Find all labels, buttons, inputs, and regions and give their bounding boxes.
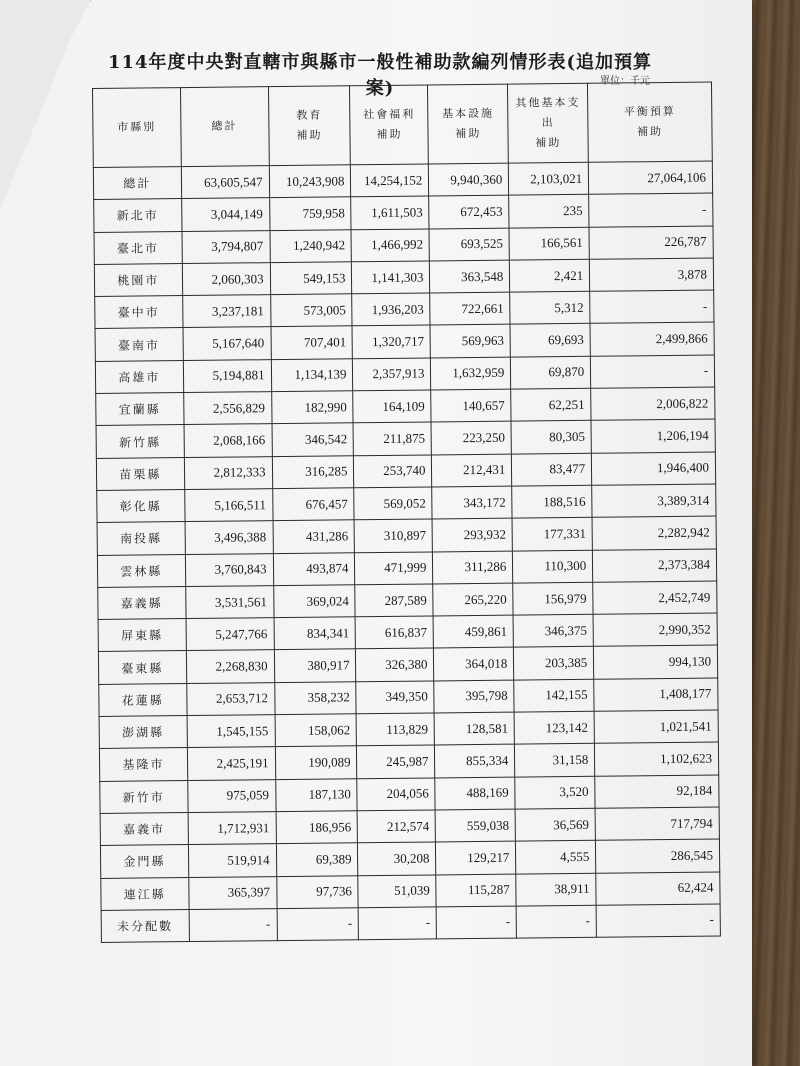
value-cell: 63,605,547: [181, 166, 269, 199]
value-cell: 2,282,942: [592, 516, 716, 550]
value-cell: 3,496,388: [185, 521, 273, 554]
value-cell: 31,158: [515, 744, 595, 777]
county-name-cell: 南投縣: [97, 522, 185, 555]
value-cell: 5,312: [510, 291, 590, 324]
value-cell: 676,457: [272, 488, 354, 521]
value-cell: 1,946,400: [592, 452, 716, 486]
value-cell: 493,874: [273, 552, 355, 585]
value-cell: 265,220: [433, 583, 513, 616]
value-cell: 203,385: [514, 647, 594, 680]
value-cell: 1,102,623: [595, 742, 719, 776]
value-cell: 69,693: [510, 324, 590, 357]
value-cell: 3,389,314: [592, 484, 716, 518]
col-header-education: 教育 補助: [268, 86, 351, 166]
county-name-cell: 新北市: [94, 199, 182, 232]
value-cell: 2,499,866: [590, 322, 714, 356]
value-cell: 3,237,181: [182, 295, 270, 328]
value-cell: 3,044,149: [181, 198, 269, 231]
value-cell: 2,268,830: [186, 650, 274, 683]
col-header-balance-budget: 平衡預算 補助: [588, 82, 713, 162]
value-cell: 2,068,166: [184, 424, 272, 457]
value-cell: 3,531,561: [185, 585, 273, 618]
value-cell: 1,712,931: [188, 812, 276, 845]
value-cell: 343,172: [432, 486, 512, 519]
value-cell: 14,254,152: [351, 164, 429, 197]
value-cell: 245,987: [357, 745, 435, 778]
value-cell: 166,561: [509, 227, 589, 260]
value-cell: 27,064,106: [589, 161, 713, 195]
value-cell: 722,661: [430, 292, 510, 325]
value-cell: 559,038: [435, 809, 515, 842]
value-cell: 311,286: [433, 551, 513, 584]
col-header-infrastructure: 基本設施 補助: [428, 84, 509, 164]
value-cell: 188,516: [512, 485, 592, 518]
value-cell: 128,581: [434, 712, 514, 745]
value-cell: 2,103,021: [509, 162, 589, 195]
value-cell: 2,653,712: [186, 682, 274, 715]
county-name-cell: 未分配數: [101, 909, 189, 942]
value-cell: 2,556,829: [183, 392, 271, 425]
value-cell: 158,062: [275, 714, 357, 747]
value-cell: 129,217: [436, 841, 516, 874]
county-name-cell: 彰化縣: [97, 490, 185, 523]
value-cell: 212,574: [358, 810, 436, 843]
value-cell: 97,736: [276, 875, 358, 908]
col-header-social-welfare: 社會福利 補助: [350, 85, 429, 165]
value-cell: 1,134,139: [271, 359, 353, 392]
value-cell: 211,875: [353, 422, 431, 455]
value-cell: 2,060,303: [182, 263, 270, 296]
value-cell: 975,059: [187, 779, 275, 812]
table-body: [93, 161, 720, 943]
value-cell: 5,167,640: [183, 327, 271, 360]
county-name-cell: 花蓮縣: [99, 683, 187, 716]
value-cell: 834,341: [274, 617, 356, 650]
value-cell: 226,787: [589, 226, 713, 260]
value-cell: 187,130: [275, 778, 357, 811]
value-cell: 707,401: [271, 326, 353, 359]
col-header-total: 總計: [180, 87, 269, 167]
value-cell: 1,611,503: [351, 196, 429, 229]
value-cell: -: [596, 904, 720, 938]
value-cell: 69,389: [276, 843, 358, 876]
county-name-cell: 屏東縣: [98, 619, 186, 652]
value-cell: -: [589, 193, 713, 227]
value-cell: 2,812,333: [184, 456, 272, 489]
value-cell: 395,798: [434, 680, 514, 713]
value-cell: 994,130: [594, 645, 718, 679]
value-cell: 3,760,843: [185, 553, 273, 586]
value-cell: 69,870: [511, 356, 591, 389]
value-cell: 759,958: [269, 197, 351, 230]
col-header-county: 市縣別: [93, 88, 181, 168]
value-cell: -: [516, 905, 596, 938]
value-cell: 346,375: [513, 614, 593, 647]
value-cell: 549,153: [270, 262, 352, 295]
value-cell: 10,243,908: [269, 165, 351, 198]
subsidy-table: [92, 82, 721, 944]
value-cell: 286,545: [596, 839, 720, 873]
value-cell: 346,542: [272, 423, 354, 456]
value-cell: 2,452,749: [593, 581, 717, 615]
value-cell: 316,285: [272, 455, 354, 488]
county-name-cell: 連江縣: [101, 877, 189, 910]
value-cell: 142,155: [514, 679, 594, 712]
value-cell: -: [591, 355, 715, 389]
value-cell: 5,166,511: [184, 489, 272, 522]
value-cell: 51,039: [358, 874, 436, 907]
value-cell: 672,453: [429, 195, 509, 228]
value-cell: 92,184: [595, 775, 719, 809]
table-row: [101, 904, 720, 943]
value-cell: 83,477: [512, 453, 592, 486]
value-cell: 110,300: [513, 550, 593, 583]
value-cell: 2,425,191: [187, 747, 275, 780]
unit-label: 單位：千元: [600, 76, 650, 87]
value-cell: 9,940,360: [429, 163, 509, 196]
value-cell: 3,878: [590, 258, 714, 292]
value-cell: 36,569: [515, 808, 595, 841]
value-cell: 182,990: [271, 391, 353, 424]
value-cell: 123,142: [514, 711, 594, 744]
value-cell: 1,466,992: [351, 229, 429, 262]
value-cell: -: [359, 907, 437, 940]
county-name-cell: 臺東縣: [98, 651, 186, 684]
value-cell: 115,287: [436, 874, 516, 907]
value-cell: 693,525: [429, 228, 509, 261]
value-cell: 369,024: [273, 585, 355, 618]
county-name-cell: 臺南市: [95, 328, 183, 361]
value-cell: 519,914: [188, 844, 276, 877]
county-name-cell: 新竹縣: [96, 425, 184, 458]
value-cell: -: [277, 908, 359, 941]
county-name-cell: 新竹市: [100, 780, 188, 813]
value-cell: -: [189, 908, 277, 941]
value-cell: 3,794,807: [182, 230, 270, 263]
value-cell: 4,555: [516, 841, 596, 874]
value-cell: -: [436, 906, 516, 939]
value-cell: 1,545,155: [187, 715, 275, 748]
value-cell: 164,109: [353, 390, 431, 423]
value-cell: 235: [509, 195, 589, 228]
county-name-cell: 總計: [93, 167, 181, 200]
value-cell: 569,963: [430, 325, 510, 358]
value-cell: 310,897: [355, 519, 433, 552]
value-cell: 156,979: [513, 582, 593, 615]
header-row: [93, 82, 713, 167]
value-cell: 30,208: [358, 842, 436, 875]
value-cell: 113,829: [357, 713, 435, 746]
value-cell: 1,936,203: [352, 293, 430, 326]
value-cell: 717,794: [595, 807, 719, 841]
value-cell: 1,632,959: [431, 357, 511, 390]
value-cell: 293,932: [432, 518, 512, 551]
county-name-cell: 澎湖縣: [99, 716, 187, 749]
county-name-cell: 嘉義縣: [98, 586, 186, 619]
value-cell: 140,657: [431, 389, 511, 422]
value-cell: 2,373,384: [593, 549, 717, 583]
county-name-cell: 基隆市: [99, 748, 187, 781]
value-cell: 363,548: [430, 260, 510, 293]
value-cell: 569,052: [354, 487, 432, 520]
value-cell: 1,408,177: [594, 678, 718, 712]
value-cell: 2,357,913: [353, 358, 431, 391]
county-name-cell: 臺北市: [94, 231, 182, 264]
county-name-cell: 臺中市: [95, 296, 183, 329]
value-cell: 1,021,541: [594, 710, 718, 744]
county-name-cell: 桃園市: [94, 263, 182, 296]
value-cell: 364,018: [434, 648, 514, 681]
value-cell: 62,251: [511, 388, 591, 421]
value-cell: 2,006,822: [591, 387, 715, 421]
value-cell: 349,350: [356, 681, 434, 714]
value-cell: -: [590, 290, 714, 324]
county-name-cell: 宜蘭縣: [96, 393, 184, 426]
value-cell: 1,206,194: [591, 419, 715, 453]
county-name-cell: 雲林縣: [97, 554, 185, 587]
value-cell: 365,397: [188, 876, 276, 909]
value-cell: 573,005: [270, 294, 352, 327]
county-name-cell: 嘉義市: [100, 812, 188, 845]
value-cell: 616,837: [356, 616, 434, 649]
value-cell: 38,911: [516, 873, 596, 906]
value-cell: 326,380: [356, 648, 434, 681]
county-name-cell: 苗栗縣: [96, 457, 184, 490]
value-cell: 177,331: [512, 518, 592, 551]
value-cell: 459,861: [433, 615, 513, 648]
value-cell: 62,424: [596, 872, 720, 906]
value-cell: 190,089: [275, 746, 357, 779]
value-cell: 1,320,717: [352, 325, 430, 358]
value-cell: 212,431: [432, 454, 512, 487]
document-title: 114年度中央對直轄市與縣市一般性補助款編列情形表(追加預算案): [107, 52, 653, 99]
col-header-other-basic: 其他基本支出 補助: [508, 83, 589, 163]
value-cell: 380,917: [274, 649, 356, 682]
value-cell: 488,169: [435, 777, 515, 810]
value-cell: 358,232: [274, 682, 356, 715]
county-name-cell: 金門縣: [100, 845, 188, 878]
value-cell: 5,247,766: [186, 618, 274, 651]
value-cell: 3,520: [515, 776, 595, 809]
value-cell: 2,990,352: [593, 613, 717, 647]
value-cell: 1,141,303: [352, 261, 430, 294]
value-cell: 186,956: [276, 811, 358, 844]
value-cell: 855,334: [435, 744, 515, 777]
value-cell: 2,421: [510, 259, 590, 292]
value-cell: 1,240,942: [270, 229, 352, 262]
county-name-cell: 高雄市: [95, 360, 183, 393]
value-cell: 80,305: [511, 421, 591, 454]
value-cell: 5,194,881: [183, 359, 271, 392]
value-cell: 471,999: [355, 552, 433, 585]
value-cell: 204,056: [357, 778, 435, 811]
value-cell: 253,740: [354, 455, 432, 488]
value-cell: 431,286: [273, 520, 355, 553]
value-cell: 223,250: [431, 422, 511, 455]
value-cell: 287,589: [355, 584, 433, 617]
